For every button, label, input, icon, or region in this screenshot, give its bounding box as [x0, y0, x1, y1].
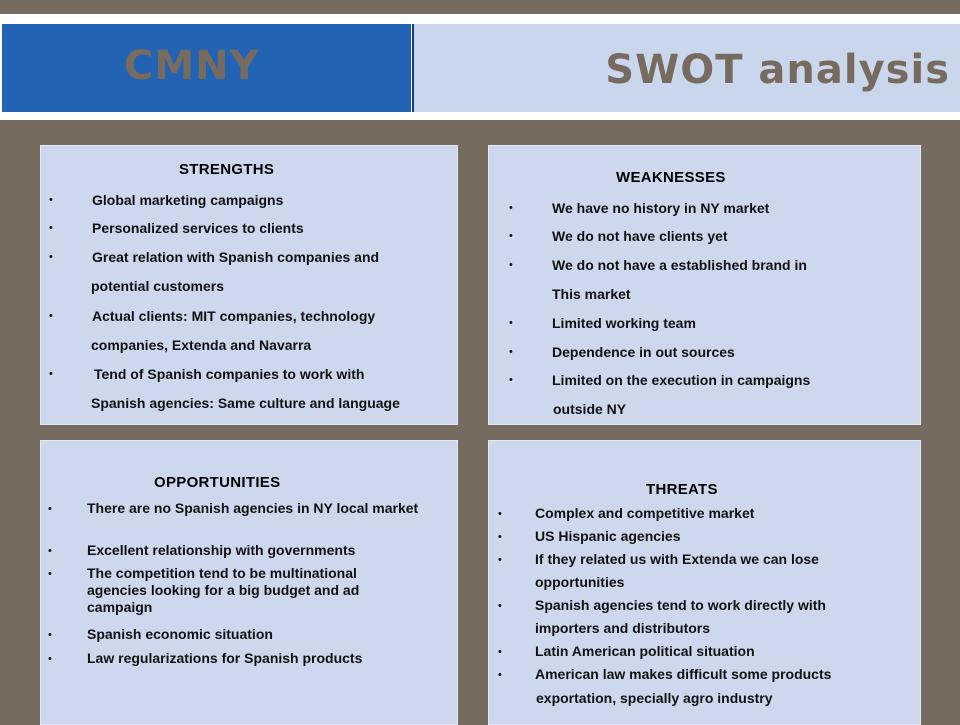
weakness-item-continued: This market	[552, 286, 631, 302]
strengths-panel	[40, 145, 458, 425]
bullet-icon: •	[498, 508, 502, 520]
bullet-icon: •	[48, 653, 52, 665]
opportunity-item: The competition tend to be multinational agencies looking for a big budget and ad campaign	[87, 565, 360, 615]
threat-item: American law makes difficult some products	[535, 666, 832, 682]
weakness-item: We do not have a established brand in	[552, 257, 807, 273]
threat-item: Spanish agencies tend to work directly with	[535, 597, 826, 613]
weakness-item: Dependence in out sources	[552, 344, 735, 360]
strength-item: Tend of Spanish companies to work with	[94, 366, 365, 382]
bullet-icon: •	[498, 646, 502, 658]
bullet-icon: •	[498, 669, 502, 681]
bullet-icon: •	[48, 629, 52, 641]
bullet-icon: •	[49, 222, 53, 234]
bullet-icon: •	[498, 600, 502, 612]
threats-heading: THREATS	[646, 481, 718, 498]
bullet-icon: •	[498, 554, 502, 566]
bullet-icon: •	[48, 568, 52, 580]
weakness-item: Limited working team	[552, 315, 696, 331]
strengths-heading: STRENGTHS	[179, 161, 275, 178]
threat-item: Latin American political situation	[535, 643, 755, 659]
threats-panel	[488, 440, 921, 725]
bullet-icon: •	[48, 503, 52, 515]
weakness-item: Limited on the execution in campaigns	[552, 372, 811, 388]
bullet-icon: •	[49, 310, 53, 322]
threat-item: US Hispanic agencies	[535, 528, 681, 544]
opportunities-heading: OPPORTUNITIES	[154, 474, 281, 491]
strength-item-continued: potential customers	[91, 278, 225, 294]
weakness-item: We do not have clients yet	[552, 228, 728, 244]
opportunity-item: There are no Spanish agencies in NY local market	[87, 500, 419, 516]
opportunity-item: Law regularizations for Spanish products	[87, 650, 363, 666]
threat-item: If they related us with Extenda we can lose	[535, 551, 819, 567]
bullet-icon: •	[49, 251, 53, 263]
strength-item: Actual clients: MIT companies, technology	[92, 308, 376, 324]
bullet-icon: •	[509, 317, 513, 329]
weaknesses-heading: WEAKNESSES	[616, 169, 726, 186]
bullet-icon: •	[509, 346, 513, 358]
weakness-item-continued: outside NY	[553, 401, 627, 417]
page-title: SWOT analysis	[605, 47, 950, 93]
bullet-icon: •	[509, 374, 513, 386]
weakness-item: We have no history in NY market	[552, 200, 770, 216]
threat-item-continued: exportation, specially agro industry	[536, 690, 773, 706]
strength-item: Global marketing campaigns	[92, 192, 284, 208]
threat-item-continued: importers and distributors	[535, 620, 711, 636]
opportunity-item: Excellent relationship with governments	[87, 542, 356, 558]
bullet-icon: •	[49, 368, 53, 380]
bullet-icon: •	[509, 230, 513, 242]
strength-item-continued: companies, Extenda and Navarra	[91, 337, 312, 353]
strength-item-continued: Spanish agencies: Same culture and language	[91, 395, 400, 411]
weaknesses-panel	[488, 145, 921, 425]
bullet-icon: •	[49, 194, 53, 206]
threat-item: Complex and competitive market	[535, 505, 755, 521]
bullet-icon: •	[509, 202, 513, 214]
brand-name: CMNY	[124, 43, 260, 89]
strength-item: Personalized services to clients	[92, 220, 304, 236]
opportunities-panel	[40, 440, 458, 725]
opportunity-item: Spanish economic situation	[87, 626, 273, 642]
threat-item-continued: opportunities	[535, 574, 625, 590]
bullet-icon: •	[509, 259, 513, 271]
bullet-icon: •	[498, 531, 502, 543]
strength-item: Great relation with Spanish companies and	[92, 249, 380, 265]
bullet-icon: •	[48, 545, 52, 557]
